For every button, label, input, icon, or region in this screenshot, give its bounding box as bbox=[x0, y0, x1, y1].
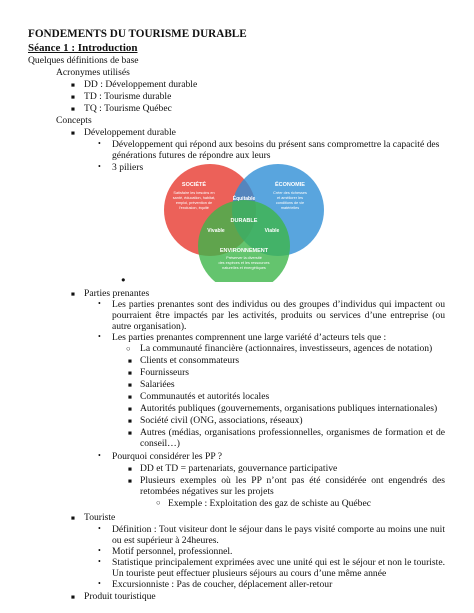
economie-text: Créer des richesses bbox=[273, 191, 307, 195]
list-bullet: ■ bbox=[128, 382, 132, 389]
stakeholder-item: Autorités publiques (gouvernements, organisations publiques internationales) bbox=[140, 403, 438, 414]
tourist-item: Excursionniste : Pas de coucher, déplacement aller-retour bbox=[112, 579, 333, 590]
dd-definition: générations futures de répondre aux leurs bbox=[112, 150, 271, 161]
list-bullet: ■ bbox=[71, 106, 75, 113]
list-bullet: ■ bbox=[128, 466, 132, 473]
acronym-item: DD : Développement durable bbox=[84, 79, 198, 90]
stakeholder-item: Fournisseurs bbox=[140, 367, 190, 378]
stakeholder-item: Salariées bbox=[140, 379, 175, 390]
list-bullet: ● bbox=[121, 275, 126, 284]
list-bullet: ■ bbox=[128, 358, 132, 365]
stakeholder-item: Communautés et autorités locales bbox=[140, 391, 270, 402]
dd-definition: Développement qui répond aux besoins du présent sans compromettre la capacité des bbox=[112, 139, 440, 150]
vivable-label: Vivable bbox=[207, 228, 225, 234]
list-bullet: ■ bbox=[128, 418, 132, 425]
list-bullet: • bbox=[98, 139, 101, 148]
list-bullet: • bbox=[98, 546, 101, 555]
tourist-item: Motif personnel, professionnel. bbox=[112, 546, 233, 557]
equitable-label: Équitable bbox=[232, 196, 256, 202]
economie-title: ÉCONOMIE bbox=[275, 182, 305, 188]
list-bullet: ■ bbox=[71, 130, 75, 137]
dd-heading: Développement durable bbox=[84, 127, 176, 138]
environnement-text: des espèces et les ressources bbox=[218, 261, 270, 265]
societe-title: SOCIÉTÉ bbox=[181, 182, 207, 188]
list-bullet: ■ bbox=[71, 291, 75, 298]
environnement-text: Préserver la diversité bbox=[226, 256, 262, 260]
environnement-text: naturelles et énergétiques bbox=[222, 266, 266, 270]
example-item: Exemple : Exploitation des gaz de schiste au Québec bbox=[168, 498, 372, 509]
acronym-item: TQ : Tourisme Québec bbox=[84, 103, 172, 114]
stakeholders-variety: Les parties prenantes comprennent une large variété d’acteurs tels que : bbox=[112, 332, 387, 343]
list-bullet: ■ bbox=[128, 478, 132, 485]
economie-text: et améliorer les bbox=[277, 196, 303, 200]
why-item: DD et TD = partenariats, gouvernance participative bbox=[140, 463, 338, 474]
list-bullet: ■ bbox=[71, 82, 75, 89]
durable-label: DURABLE bbox=[230, 218, 258, 224]
stakeholder-item: Autres (médias, organisations professionnelles, organismes de formation et de conseil…) bbox=[140, 427, 445, 449]
list-bullet: • bbox=[98, 579, 101, 588]
tourist-heading: Touriste bbox=[84, 512, 116, 523]
list-bullet: • bbox=[98, 332, 101, 341]
section-heading: Séance 1 : Introduction bbox=[28, 42, 138, 54]
economie-text: conditions de vie bbox=[275, 201, 305, 205]
stakeholder-item: Clients et consommateurs bbox=[140, 355, 240, 366]
list-bullet: ■ bbox=[128, 430, 132, 437]
stakeholder-item: Société civil (ONG, associations, réseaux) bbox=[140, 415, 303, 426]
product-heading: Produit touristique bbox=[84, 591, 156, 602]
tourist-item: Statistique principalement exprimées avec une unité qui est le séjour et non le touriste. Un touriste peut effectuer plusieurs séjours au cours d’une même année bbox=[112, 557, 445, 579]
list-bullet: ■ bbox=[71, 594, 75, 601]
stakeholders-heading: Parties prenantes bbox=[84, 288, 150, 299]
definitions-heading: Quelques définitions de base bbox=[28, 55, 139, 66]
list-bullet: ■ bbox=[128, 406, 132, 413]
list-bullet: • bbox=[98, 162, 101, 171]
list-bullet: • bbox=[98, 299, 101, 308]
list-bullet: ○ bbox=[156, 498, 161, 507]
list-bullet: ○ bbox=[126, 344, 131, 353]
list-bullet: ■ bbox=[128, 394, 132, 401]
pillars-label: 3 piliers bbox=[112, 162, 144, 173]
acronyms-heading: Acronymes utilisés bbox=[56, 67, 130, 78]
environnement-title: ENVIRONNEMENT bbox=[219, 248, 269, 254]
tourist-item: Définition : Tout visiteur dont le séjour dans le pays visité comporte au moins une nuit ou est supérieur à 24heures. bbox=[112, 524, 445, 546]
societe-text: l'exclusion, équité bbox=[179, 206, 209, 210]
stakeholders-definition: Les parties prenantes sont des individus ou des groupes d’individus qui impactent ou pourraient être impactés par les activités, produits ou services d’une entreprise (ou autre organisation). bbox=[112, 299, 445, 332]
societe-text: emploi, prévention de bbox=[175, 201, 213, 205]
why-pp-heading: Pourquoi considérer les PP ? bbox=[112, 451, 222, 462]
acronym-item: TD : Tourisme durable bbox=[84, 91, 172, 102]
list-bullet: ■ bbox=[128, 370, 132, 377]
list-bullet: • bbox=[98, 451, 101, 460]
list-bullet: • bbox=[98, 524, 101, 533]
list-bullet: ■ bbox=[71, 515, 75, 522]
list-bullet: ■ bbox=[71, 94, 75, 101]
societe-text: santé, éducation, habitat, bbox=[172, 196, 216, 200]
viable-label: Viable bbox=[264, 228, 280, 234]
economie-text: matérielles bbox=[280, 206, 300, 210]
stakeholder-item: La communauté financière (actionnaires, investisseurs, agences de notation) bbox=[140, 343, 433, 354]
concepts-heading: Concepts bbox=[56, 115, 92, 126]
list-bullet: • bbox=[98, 557, 101, 566]
why-item: Plusieurs exemples où les PP n’ont pas été considérée ont engendrés des retombées négatives sur les projets bbox=[140, 475, 445, 497]
document-title: FONDEMENTS DU TOURISME DURABLE bbox=[28, 28, 247, 40]
societe-text: Satisfaire les besoins en bbox=[173, 191, 215, 195]
sustainability-venn-diagram bbox=[148, 164, 334, 282]
